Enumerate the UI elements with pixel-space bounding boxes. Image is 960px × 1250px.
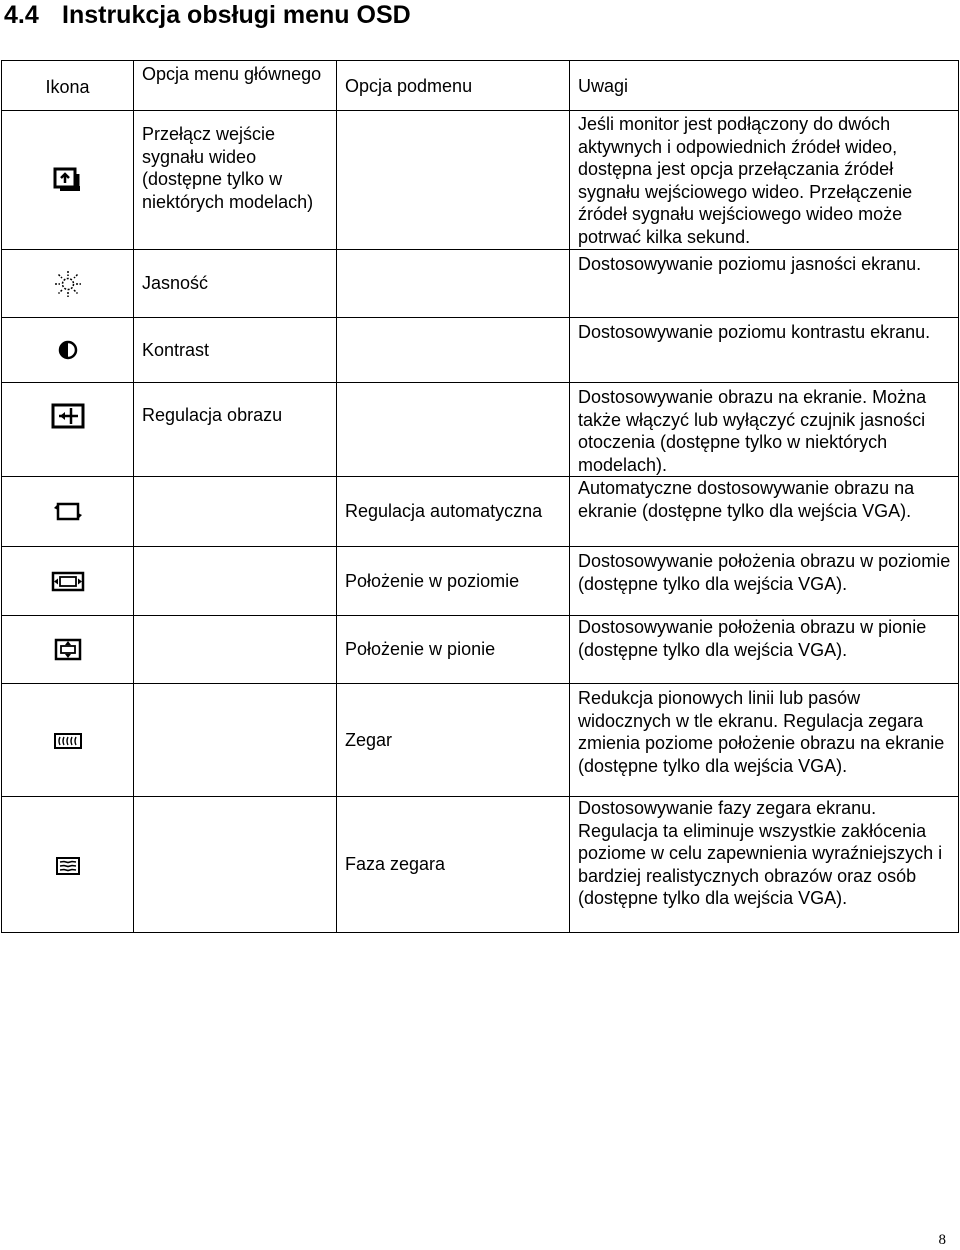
main-option-label xyxy=(134,547,336,550)
table-row xyxy=(2,684,959,797)
main-option-label: Kontrast xyxy=(142,339,210,360)
osd-menu-table xyxy=(1,60,959,933)
notes-cell xyxy=(570,250,959,318)
clock-phase-icon xyxy=(55,856,81,876)
sub-option-label: Położenie w poziomie xyxy=(345,570,520,591)
sub-option-label: Zegar xyxy=(345,729,393,750)
icon-cell xyxy=(2,797,134,933)
table-header-row xyxy=(2,61,959,111)
icon-cell xyxy=(2,547,134,616)
section-heading xyxy=(4,0,411,30)
header-main: Opcja menu głównego xyxy=(142,64,322,84)
header-sub: Opcja podmenu xyxy=(345,76,473,97)
notes-cell xyxy=(570,616,959,684)
page-number: 8 xyxy=(938,1232,946,1248)
sub-option-label xyxy=(337,383,569,386)
notes-text: Redukcja pionowych linii lub pasów widocznych w tle ekranu. Regulacja zegara zmienia poziome położenie obrazu na ekranie (dostępne tylko dla wejścia VGA). xyxy=(578,688,945,776)
brightness-icon xyxy=(54,270,82,298)
table-row xyxy=(2,616,959,684)
table-row xyxy=(2,383,959,477)
main-option-cell xyxy=(134,250,337,318)
notes-text: Automatyczne dostosowywanie obrazu na ekranie (dostępne tylko dla wejścia VGA). xyxy=(578,478,915,521)
main-option-cell xyxy=(134,616,337,684)
notes-cell xyxy=(570,383,959,477)
sub-option-cell xyxy=(337,383,570,477)
table-row xyxy=(2,547,959,616)
sub-option-label: Regulacja automatyczna xyxy=(345,501,543,522)
icon-cell xyxy=(2,111,134,250)
sub-option-cell xyxy=(337,547,570,616)
main-option-label xyxy=(134,616,336,619)
vertical-position-icon xyxy=(54,638,82,662)
header-notes-cell xyxy=(570,61,959,111)
main-option-cell xyxy=(134,684,337,797)
horizontal-position-icon xyxy=(51,571,85,593)
main-option-cell xyxy=(134,477,337,547)
clock-icon xyxy=(53,732,83,750)
sub-option-cell xyxy=(337,318,570,383)
notes-cell xyxy=(570,797,959,933)
notes-text: Dostosowywanie poziomu kontrastu ekranu. xyxy=(578,322,931,342)
sub-option-cell xyxy=(337,684,570,797)
icon-cell xyxy=(2,684,134,797)
header-notes: Uwagi xyxy=(578,76,629,97)
icon-cell xyxy=(2,477,134,547)
notes-text: Dostosowywanie obrazu na ekranie. Można także włączyć lub wyłączyć czujnik jasności otoczenia (dostępne tylko w niektórych modelach). xyxy=(578,387,927,475)
contrast-icon xyxy=(56,338,80,362)
sub-option-label xyxy=(337,250,569,253)
notes-cell xyxy=(570,477,959,547)
main-option-label xyxy=(134,684,336,687)
main-option-cell xyxy=(134,111,337,250)
sub-option-cell xyxy=(337,797,570,933)
notes-cell xyxy=(570,318,959,383)
main-option-label: Regulacja obrazu xyxy=(142,405,283,425)
main-option-label: Przełącz wejście sygnału wideo (dostępne tylko w niektórych modelach) xyxy=(142,124,314,212)
notes-cell xyxy=(570,684,959,797)
main-option-cell xyxy=(134,797,337,933)
notes-cell xyxy=(570,111,959,250)
notes-text: Jeśli monitor jest podłączony do dwóch aktywnych i odpowiednich źródeł wideo, dostępna jest opcja przełączania źródeł sygnału wejściowego wideo. Przełączenie źródeł sygnału wejściowego wideo może potrwać kilka sekund. xyxy=(578,114,913,247)
header-icon: Ikona xyxy=(45,77,90,97)
icon-cell xyxy=(2,616,134,684)
icon-cell xyxy=(2,318,134,383)
sub-option-label: Faza zegara xyxy=(345,854,446,875)
main-option-cell xyxy=(134,383,337,477)
table-row xyxy=(2,250,959,318)
input-switch-icon xyxy=(53,166,83,194)
sub-option-cell xyxy=(337,111,570,250)
sub-option-label xyxy=(337,111,569,114)
table-row xyxy=(2,318,959,383)
main-option-cell xyxy=(134,547,337,616)
table-row xyxy=(2,797,959,933)
auto-adjust-icon xyxy=(53,500,83,524)
section-number: 4.4 xyxy=(4,1,39,29)
icon-cell xyxy=(2,383,134,477)
notes-text: Dostosowywanie fazy zegara ekranu. Regulacja ta eliminuje wszystkie zakłócenia poziome w celu zapewnienia wyraźniejszych i bardziej realistycznych obrazów oraz osób (dostępne tylko dla wejścia VGA). xyxy=(578,798,943,908)
image-adjust-icon xyxy=(51,403,85,431)
table-row xyxy=(2,477,959,547)
notes-cell xyxy=(570,547,959,616)
icon-cell xyxy=(2,250,134,318)
sub-option-label: Położenie w pionie xyxy=(345,639,496,660)
header-main-cell xyxy=(134,61,337,111)
main-option-label: Jasność xyxy=(142,273,209,294)
sub-option-cell xyxy=(337,250,570,318)
section-title: Instrukcja obsługi menu OSD xyxy=(62,1,411,29)
notes-text: Dostosowywanie położenia obrazu w pionie (dostępne tylko dla wejścia VGA). xyxy=(578,617,927,660)
table-row xyxy=(2,111,959,250)
header-sub-cell xyxy=(337,61,570,111)
main-option-label xyxy=(134,477,336,480)
sub-option-cell xyxy=(337,616,570,684)
sub-option-label xyxy=(337,318,569,321)
sub-option-cell xyxy=(337,477,570,547)
header-icon-cell xyxy=(2,61,134,111)
main-option-label xyxy=(134,797,336,800)
notes-text: Dostosowywanie położenia obrazu w poziomie (dostępne tylko dla wejścia VGA). xyxy=(578,551,951,594)
main-option-cell xyxy=(134,318,337,383)
notes-text: Dostosowywanie poziomu jasności ekranu. xyxy=(578,254,922,274)
